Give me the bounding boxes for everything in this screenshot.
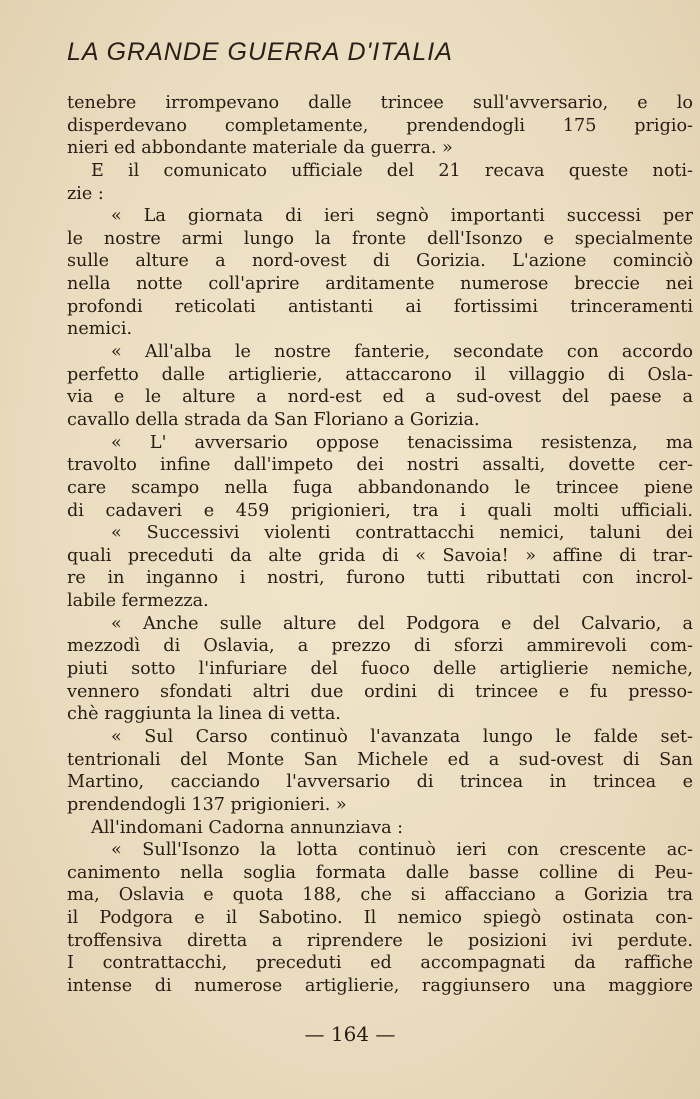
text-line: nella notte coll'aprire arditamente numerose breccie nei	[67, 274, 693, 295]
text-line: via e le alture a nord-est ed a sud-ovest del paese a	[67, 387, 693, 408]
text-line: profondi reticolati antistanti ai fortissimi trinceramenti	[67, 296, 693, 317]
text-line: disperdevano completamente, prendendogli 175 prigio-	[67, 115, 693, 136]
text-line: « L' avversario oppose tenacissima resistenza, ma	[111, 432, 693, 453]
text-line: re in inganno i nostri, furono tutti ributtati con incrol-	[67, 568, 693, 589]
text-line: « Successivi violenti contrattacchi nemici, taluni dei	[111, 523, 693, 544]
text-line: vennero sfondati altri due ordini di trincee e fu presso-	[67, 681, 693, 702]
body-text	[67, 92, 693, 998]
text-line: mezzodì di Oslavia, a prezzo di sforzi ammirevoli com-	[67, 636, 693, 657]
text-line: « All'alba le nostre fanterie, secondate con accordo	[111, 342, 693, 363]
text-line: travolto infine dall'impeto dei nostri assalti, dovette cer-	[67, 455, 693, 476]
text-line: Martino, cacciando l'avversario di trincea in trincea e	[67, 772, 693, 793]
text-line: sulle alture a nord-ovest di Gorizia. L'azione cominciò	[67, 251, 693, 272]
text-line: « Sul Carso continuò l'avanzata lungo le falde set-	[111, 726, 693, 747]
text-line: zie :	[67, 183, 104, 204]
text-line: quali preceduti da alte grida di « Savoia! » affine di trar-	[67, 545, 693, 566]
text-line: piuti sotto l'infuriare del fuoco delle artiglierie nemiche,	[67, 659, 693, 680]
text-line: di cadaveri e 459 prigionieri, tra i quali molti ufficiali.	[67, 500, 693, 521]
running-title: LA GRANDE GUERRA D'ITALIA	[67, 38, 453, 66]
text-line: tentrionali del Monte San Michele ed a sud-ovest di San	[67, 749, 693, 770]
text-line: « Anche sulle alture del Podgora e del Calvario, a	[111, 613, 693, 634]
text-line: chè raggiunta la linea di vetta.	[67, 704, 341, 725]
text-line: ma, Oslavia e quota 188, che si affacciano a Gorizia tra	[67, 885, 693, 906]
text-line: « La giornata di ieri segnò importanti successi per	[111, 206, 693, 227]
text-line: troffensiva diretta a riprendere le posizioni ivi perdute.	[67, 930, 693, 951]
text-line: canimento nella soglia formata dalle basse colline di Peu-	[67, 862, 693, 883]
text-line: intense di numerose artiglierie, raggiunsero una maggiore	[67, 975, 693, 996]
text-line: prendendogli 137 prigionieri. »	[67, 794, 347, 815]
text-line: il Podgora e il Sabotino. Il nemico spiegò ostinata con-	[67, 908, 693, 929]
text-line: care scampo nella fuga abbandonando le trincee piene	[67, 477, 693, 498]
text-line: le nostre armi lungo la fronte dell'Isonzo e specialmente	[67, 228, 693, 249]
text-line: tenebre irrompevano dalle trincee sull'avversario, e lo	[67, 93, 693, 113]
text-line: « Sull'Isonzo la lotta continuò ieri con crescente ac-	[111, 840, 693, 861]
text-line: nemici.	[67, 319, 133, 340]
text-line: nieri ed abbondante materiale da guerra. »	[67, 138, 453, 159]
text-line: E il comunicato ufficiale del 21 recava queste noti-	[91, 160, 693, 181]
text-line: I contrattacchi, preceduti ed accompagnati da raffiche	[67, 953, 693, 974]
page-number: — 164 —	[304, 1022, 396, 1046]
text-line: perfetto dalle artiglierie, attaccarono il villaggio di Osla-	[67, 364, 693, 385]
text-line: labile fermezza.	[67, 591, 209, 612]
text-line: All'indomani Cadorna annunziava :	[91, 817, 404, 838]
text-line: cavallo della strada da San Floriano a Gorizia.	[67, 409, 480, 430]
